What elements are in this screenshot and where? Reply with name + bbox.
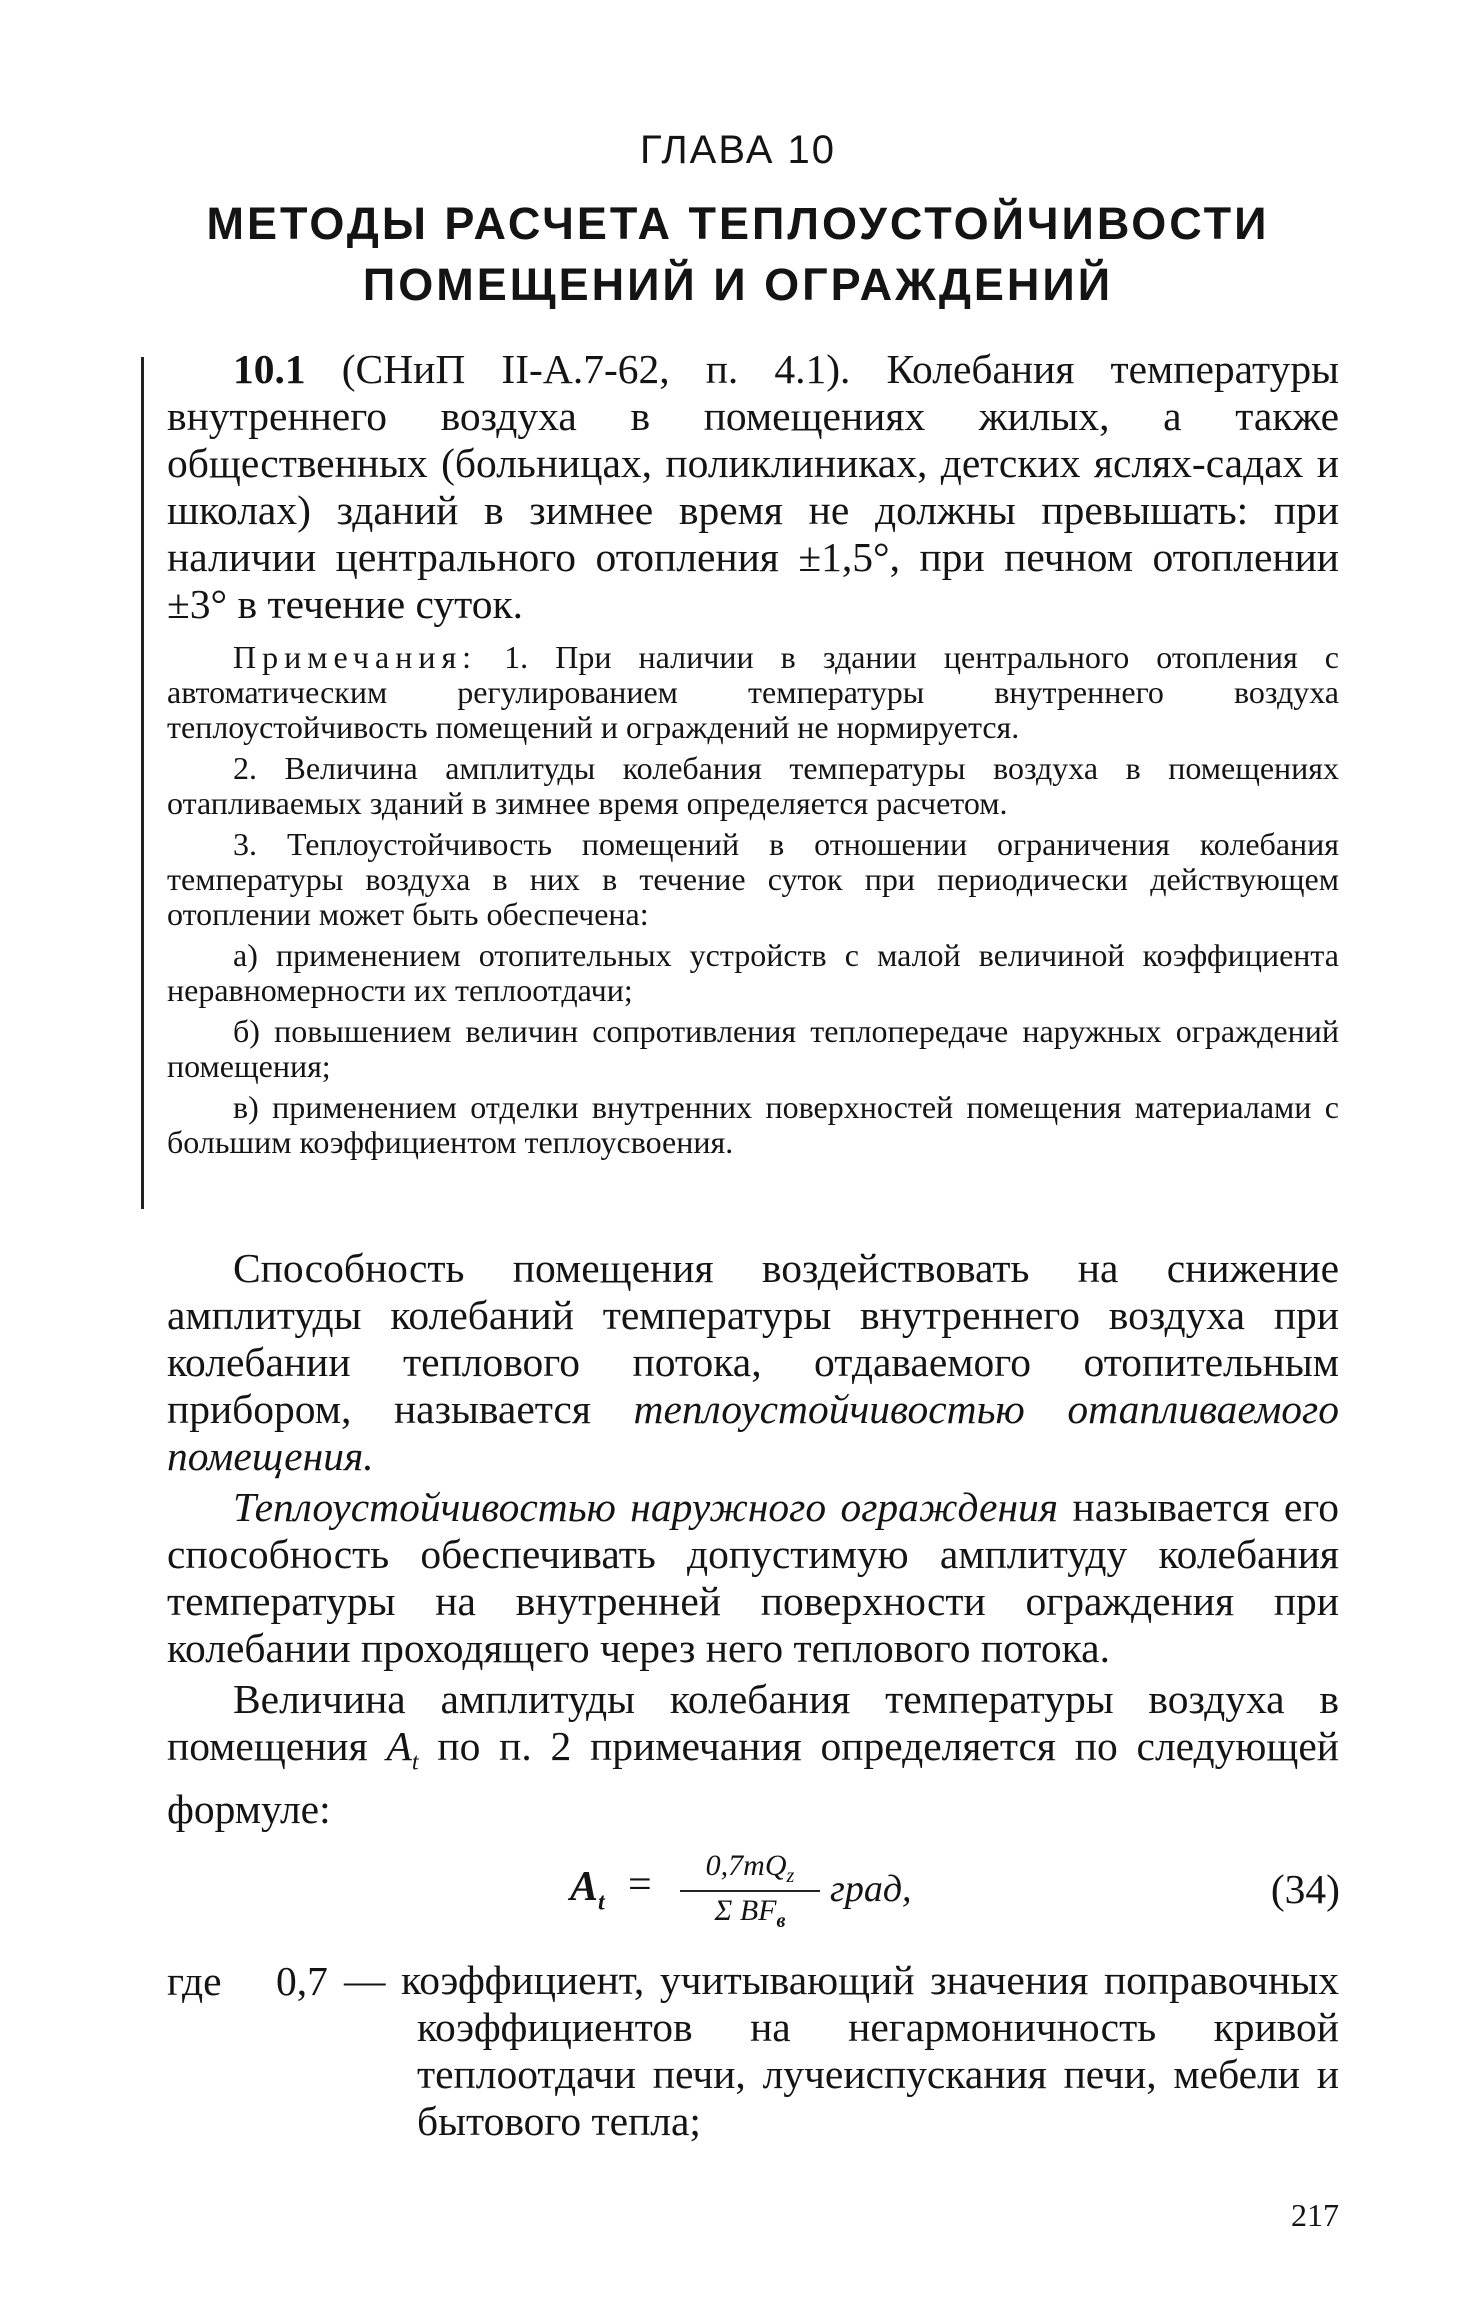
formula-denominator-sub: в (776, 1910, 786, 1932)
paragraph-3-start: Величина амплитуды колебания температуры воздуха в помещения (167, 1676, 1339, 1769)
note-3a: а) применением отопительных устройств с малой величиной коэффициента неравномерности их теплоотдачи; (167, 937, 1339, 1008)
formula-lhs (570, 1863, 605, 1916)
paragraph-3-end: по п. 2 примечания определяется по следующей формуле: (167, 1723, 1340, 1833)
formula-numerator-sub: z (786, 1865, 795, 1887)
chapter-label: ГЛАВА 10 (640, 128, 836, 172)
body-text (167, 1245, 1339, 1833)
paragraph-3-symbol-sub: t (411, 1749, 419, 1776)
chapter-title-line-2: ПОМЕЩЕНИЙ И ОГРАЖДЕНИЙ (362, 259, 1114, 310)
formula-unit: град, (830, 1868, 912, 1910)
paragraph-3-symbol: A (386, 1723, 412, 1769)
notes-block (167, 640, 1339, 1160)
formula-lhs-symbol: A (570, 1864, 599, 1910)
formula-fraction (680, 1849, 820, 1933)
note-2: 2. Величина амплитуды колебания температуры воздуха в помещениях отапливаемых зданий в зимнее время определяется расчетом. (167, 750, 1339, 821)
where-word: где (167, 1958, 222, 2004)
formula-numerator-text: 0,7mQ (705, 1849, 787, 1882)
term-room-heat-stability: теплоустойчивостью отапливаемого помещения. (167, 1386, 1339, 1479)
chapter-title-line-1: МЕТОДЫ РАСЧЕТА ТЕПЛОУСТОЙЧИВОСТИ (206, 198, 1270, 249)
paragraph-2-text: называется его способность обеспечивать допустимую амплитуду колебания температуры на внутренней поверхности ограждения при колебании проходящего через него теплового потока. (167, 1484, 1339, 1671)
note-1 (167, 640, 1339, 745)
formula-numerator (680, 1849, 820, 1892)
note-1-text: 1. При наличии в здании центрального отопления с автоматическим регулированием температуры внутреннего воздуха теплоустойчивость помещений и ограждений не нормируется. (167, 639, 1340, 745)
where-definition: — коэффициент, учитывающий значения поправочных коэффициентов на негармоничность кривой теплоотдачи печи, лучеиспускания печи, мебели и бытового тепла; (344, 1957, 1339, 2144)
formula-number: (34) (1270, 1866, 1340, 1912)
formula-denominator-text: Σ BF (714, 1894, 777, 1927)
paragraph-1 (167, 1245, 1339, 1480)
note-3: 3. Теплоустойчивость помещений в отношении ограничения колебания температуры воздуха в них в течение суток при периодически действующем отоплении может быть обеспечена: (167, 826, 1339, 932)
paragraph-3 (167, 1676, 1339, 1833)
formula-equals: = (628, 1862, 652, 1908)
clause-10-1 (167, 346, 1339, 628)
margin-rule (141, 357, 144, 1209)
formula-lhs-sub: t (598, 1889, 605, 1916)
formula-34 (560, 1849, 1340, 1935)
clause-text: (СНиП II-А.7-62, п. 4.1). Колебания температуры внутреннего воздуха в помещениях жилых, а также общественных (больницах, поликлиниках, детских яслях-садах и школах) зданий в зимнее время не должны превышать: при наличии центрального отопления ±1,5°, при печном отоплении ±3° в течение суток. (167, 346, 1339, 627)
paragraph-2 (167, 1484, 1339, 1672)
formula-denominator (680, 1892, 820, 1933)
note-3b: б) повышением величин сопротивления теплопередаче наружных ограждений помещения; (167, 1013, 1339, 1084)
paragraph-1-text: Способность помещения воздействовать на снижение амплитуды колебаний температуры внутреннего воздуха при колебании теплового потока, отдаваемого отопительным прибором, называется (167, 1245, 1339, 1432)
term-wall-heat-stability: Теплоустойчивостью наружного ограждения (233, 1484, 1059, 1530)
clause-number: 10.1 (233, 346, 306, 392)
clause-paragraph (167, 346, 1339, 628)
page-number: 217 (1291, 2197, 1339, 2233)
note-3c: в) применением отделки внутренних поверхностей помещения материалами с большим коэффициентом теплоусвоения. (167, 1089, 1339, 1160)
notes-label: Примечания: (233, 639, 478, 675)
chapter-title (0, 193, 1476, 315)
where-symbol: 0,7 (276, 1958, 328, 2004)
